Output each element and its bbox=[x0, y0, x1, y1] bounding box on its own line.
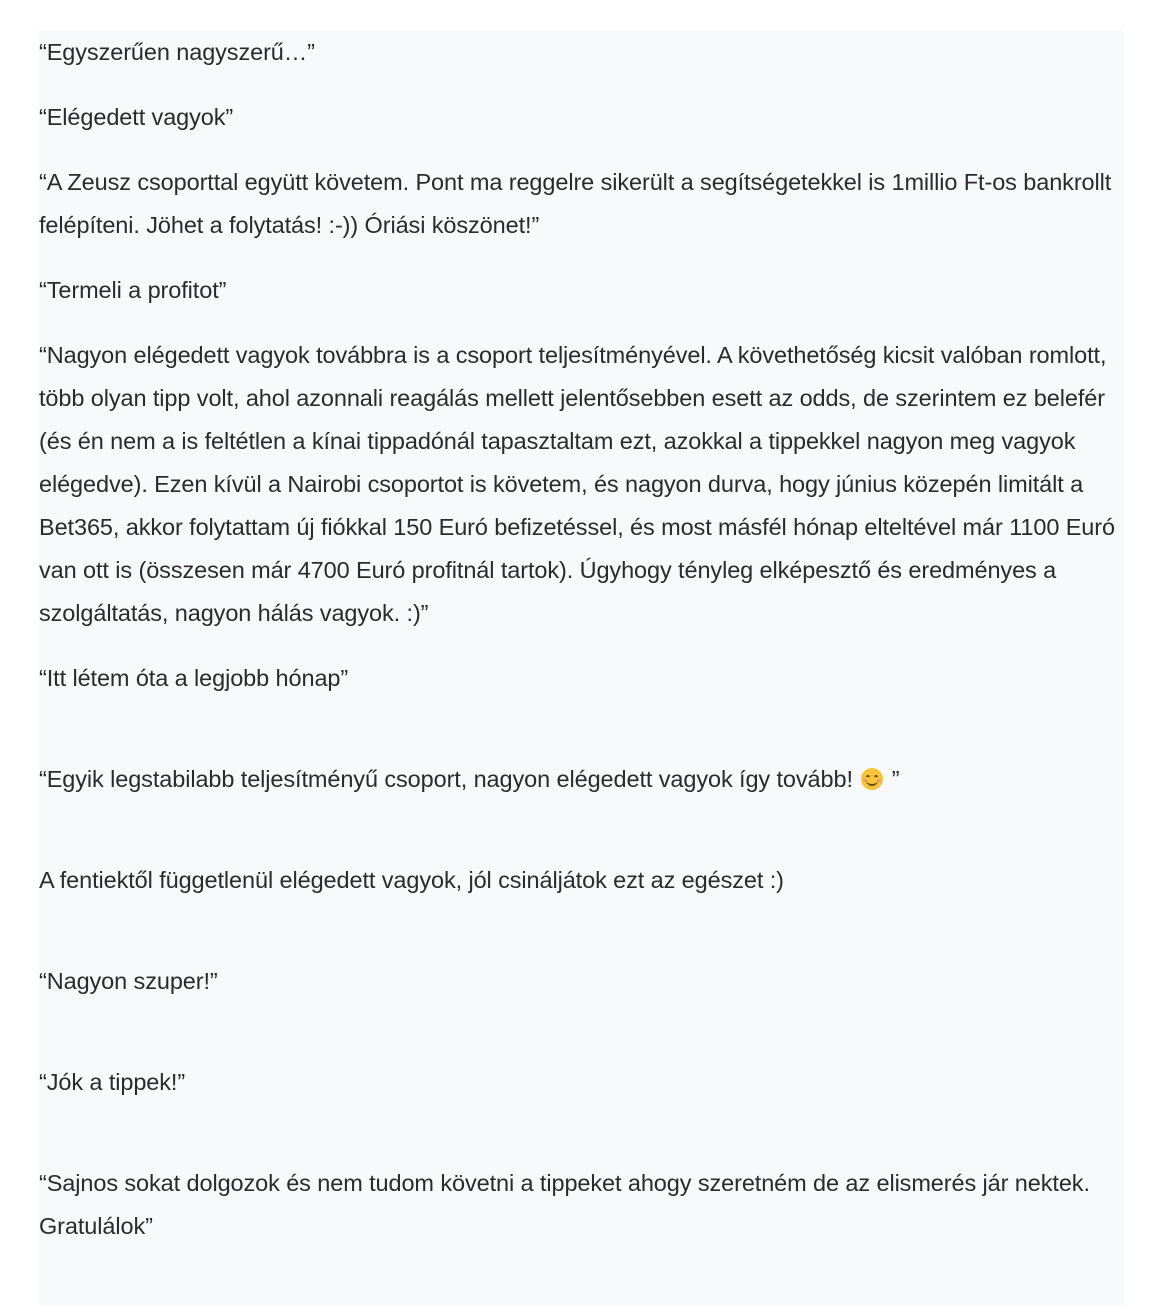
testimonial-1: “Egyszerűen nagyszerű…” bbox=[39, 39, 315, 65]
testimonials-list bbox=[39, 31, 1129, 1248]
testimonial-11: “Sajnos sokat dolgozok és nem tudom követni a tippeket ahogy szeretném de az elismerés jár nektek. Gratulálok” bbox=[39, 1170, 1090, 1239]
testimonial-6: “Itt létem óta a legjobb hónap” bbox=[39, 665, 349, 691]
testimonial-9: “Nagyon szuper!” bbox=[39, 968, 218, 994]
testimonial-4: “Termeli a profitot” bbox=[39, 277, 227, 303]
testimonial-7-closing-quote: ” bbox=[885, 766, 900, 792]
testimonial-8: A fentiektől függetlenül elégedett vagyok, jól csináljátok ezt az egészet :) bbox=[39, 867, 784, 893]
testimonial-7 bbox=[39, 758, 1129, 801]
testimonial-3: “A Zeusz csoporttal együtt követem. Pont ma reggelre sikerült a segítségetekkel is 1millio Ft-os bankrollt felépíteni. Jöhet a folytatás! :-)) Óriási köszönet!” bbox=[39, 169, 1112, 238]
testimonial-2: “Elégedett vagyok” bbox=[39, 104, 234, 130]
testimonial-5: “Nagyon elégedett vagyok továbbra is a csoport teljesítményével. A követhetőség kicsit valóban romlott, több olyan tipp volt, ahol azonnali reagálás mellett jelentősebben esett az odds, de szerintem ez belefér (és én nem a is feltétlen a kínai tippadónál tapasztaltam ezt, azokkal a tippekkel nagyon meg vagyok elégedve). Ezen kívül a Nairobi csoportot is követem, és nagyon durva, hogy június közepén limitált a Bet365, akkor folytattam új fiókkal 150 Euró befizetéssel, és most másfél hónap elteltével már 1100 Euró van ott is (összesen már 4700 Euró profitnál tartok). Úgyhogy tényleg elképesztő és eredményes a szolgáltatás, nagyon hálás vagyok. :)” bbox=[39, 342, 1115, 626]
testimonial-10: “Jók a tippek!” bbox=[39, 1069, 186, 1095]
smiling-face-icon bbox=[861, 768, 883, 790]
testimonial-7-text: “Egyik legstabilabb teljesítményű csoport, nagyon elégedett vagyok így tovább! bbox=[39, 766, 860, 792]
